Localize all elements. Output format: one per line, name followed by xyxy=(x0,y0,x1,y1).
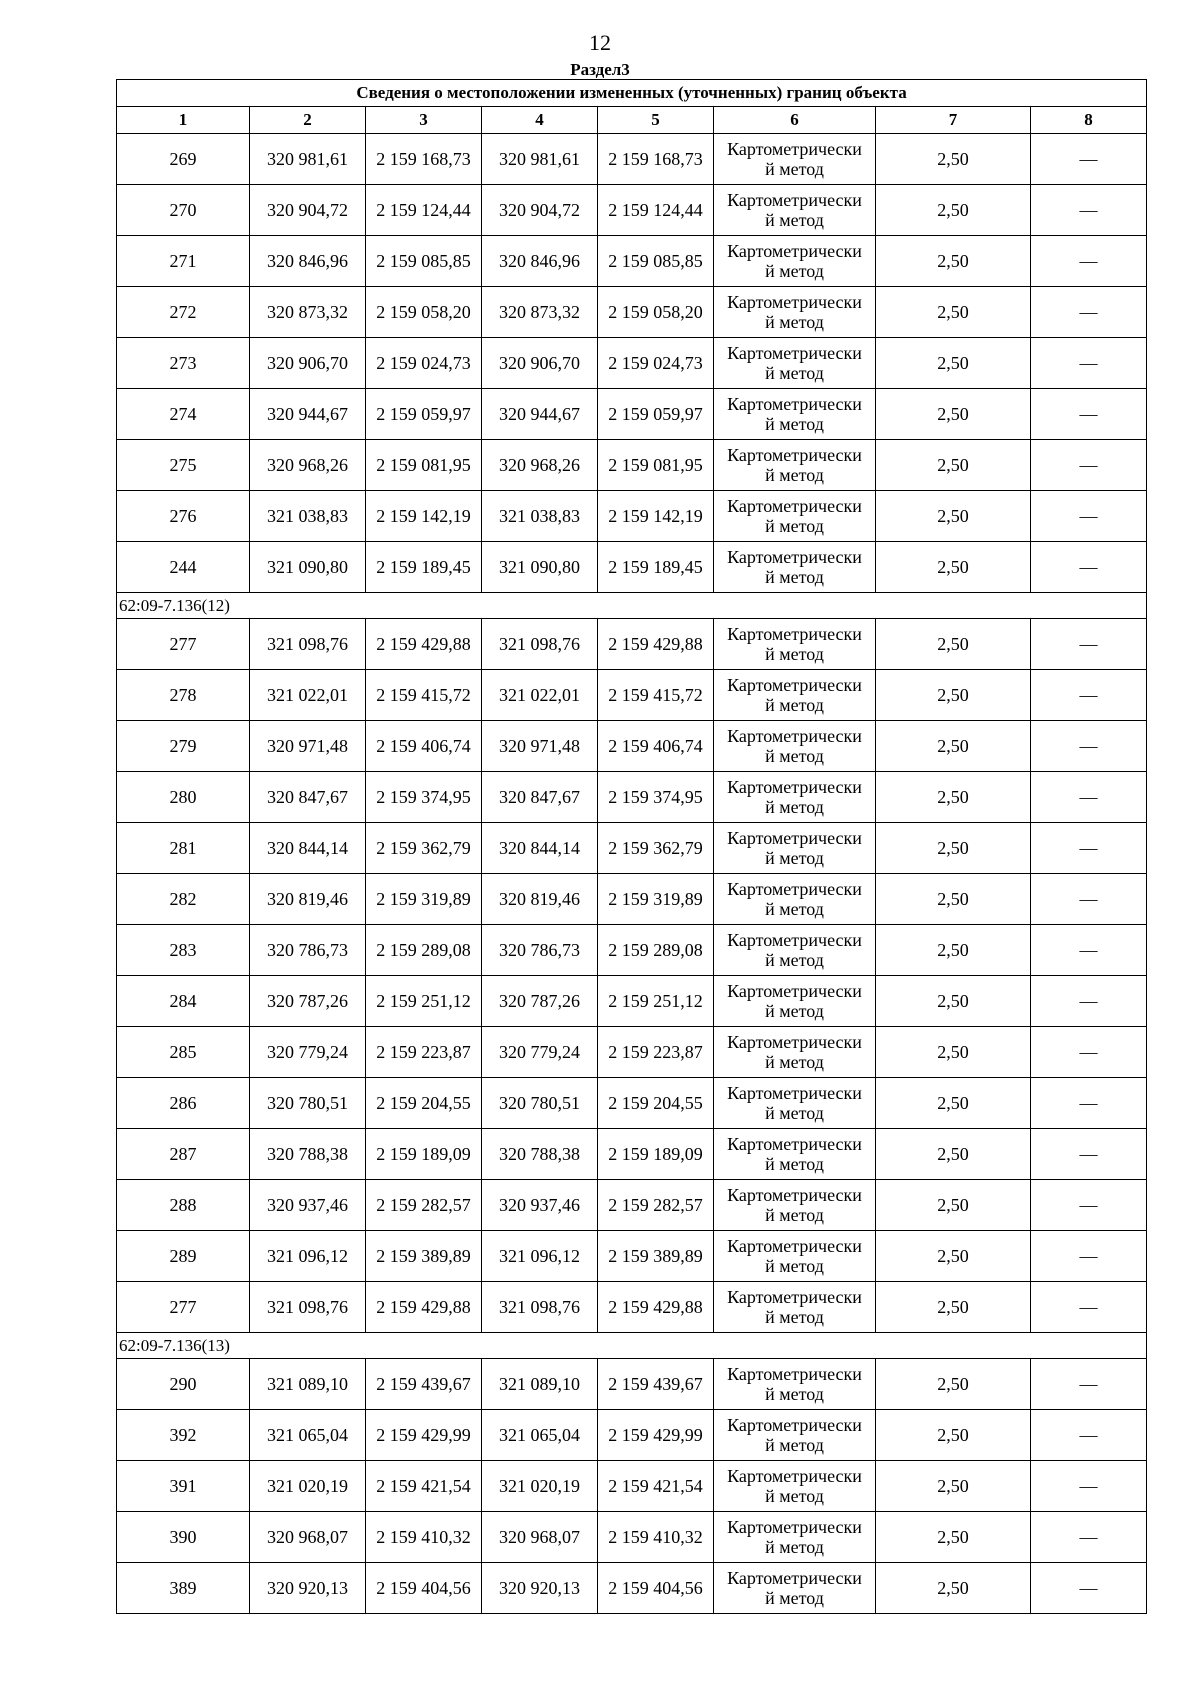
point-number-cell: 281 xyxy=(117,823,250,874)
x-old-cell: 320 780,51 xyxy=(250,1078,366,1129)
y-old-cell: 2 159 289,08 xyxy=(366,925,482,976)
point-number-cell: 269 xyxy=(117,134,250,185)
x-old-cell: 320 819,46 xyxy=(250,874,366,925)
y-new-cell: 2 159 289,08 xyxy=(598,925,714,976)
x-old-cell: 320 847,67 xyxy=(250,772,366,823)
y-new-cell: 2 159 415,72 xyxy=(598,670,714,721)
x-old-cell: 320 904,72 xyxy=(250,185,366,236)
accuracy-cell: 2,50 xyxy=(876,925,1031,976)
x-old-cell: 320 844,14 xyxy=(250,823,366,874)
table-row xyxy=(117,1231,1147,1282)
method-cell: Картометрически й метод xyxy=(714,1282,876,1333)
point-number-cell: 277 xyxy=(117,1282,250,1333)
y-old-cell: 2 159 189,45 xyxy=(366,542,482,593)
y-new-cell: 2 159 374,95 xyxy=(598,772,714,823)
method-cell: Картометрически й метод xyxy=(714,874,876,925)
point-number-cell: 283 xyxy=(117,925,250,976)
x-new-cell: 320 779,24 xyxy=(482,1027,598,1078)
y-new-cell: 2 159 168,73 xyxy=(598,134,714,185)
description-cell: — xyxy=(1031,1359,1147,1410)
point-number-cell: 271 xyxy=(117,236,250,287)
x-new-cell: 321 020,19 xyxy=(482,1461,598,1512)
table-row xyxy=(117,338,1147,389)
x-old-cell: 321 038,83 xyxy=(250,491,366,542)
accuracy-cell: 2,50 xyxy=(876,874,1031,925)
parcel-label: 62:09-7.136(12) xyxy=(117,593,1147,619)
table-row xyxy=(117,440,1147,491)
x-old-cell: 321 098,76 xyxy=(250,619,366,670)
y-old-cell: 2 159 081,95 xyxy=(366,440,482,491)
column-number: 5 xyxy=(598,107,714,134)
point-number-cell: 244 xyxy=(117,542,250,593)
point-number-cell: 288 xyxy=(117,1180,250,1231)
accuracy-cell: 2,50 xyxy=(876,1078,1031,1129)
y-old-cell: 2 159 142,19 xyxy=(366,491,482,542)
y-new-cell: 2 159 223,87 xyxy=(598,1027,714,1078)
boundary-table xyxy=(116,79,1147,1614)
x-new-cell: 321 090,80 xyxy=(482,542,598,593)
page-number: 12 xyxy=(589,30,611,55)
point-number-cell: 273 xyxy=(117,338,250,389)
y-new-cell: 2 159 410,32 xyxy=(598,1512,714,1563)
table-row xyxy=(117,1410,1147,1461)
x-old-cell: 320 788,38 xyxy=(250,1129,366,1180)
table-row xyxy=(117,185,1147,236)
accuracy-cell: 2,50 xyxy=(876,1129,1031,1180)
y-new-cell: 2 159 124,44 xyxy=(598,185,714,236)
method-cell: Картометрически й метод xyxy=(714,1180,876,1231)
method-cell: Картометрически й метод xyxy=(714,440,876,491)
y-old-cell: 2 159 124,44 xyxy=(366,185,482,236)
accuracy-cell: 2,50 xyxy=(876,134,1031,185)
x-old-cell: 321 089,10 xyxy=(250,1359,366,1410)
y-new-cell: 2 159 058,20 xyxy=(598,287,714,338)
y-new-cell: 2 159 421,54 xyxy=(598,1461,714,1512)
y-new-cell: 2 159 024,73 xyxy=(598,338,714,389)
x-new-cell: 320 819,46 xyxy=(482,874,598,925)
y-new-cell: 2 159 189,45 xyxy=(598,542,714,593)
table-row xyxy=(117,670,1147,721)
table-body xyxy=(117,80,1147,1614)
method-cell: Картометрически й метод xyxy=(714,925,876,976)
method-cell: Картометрически й метод xyxy=(714,1078,876,1129)
y-old-cell: 2 159 168,73 xyxy=(366,134,482,185)
y-old-cell: 2 159 058,20 xyxy=(366,287,482,338)
method-cell: Картометрически й метод xyxy=(714,1410,876,1461)
method-cell: Картометрически й метод xyxy=(714,670,876,721)
x-old-cell: 321 020,19 xyxy=(250,1461,366,1512)
table-row xyxy=(117,491,1147,542)
column-number: 7 xyxy=(876,107,1031,134)
x-new-cell: 320 968,07 xyxy=(482,1512,598,1563)
accuracy-cell: 2,50 xyxy=(876,772,1031,823)
x-new-cell: 320 873,32 xyxy=(482,287,598,338)
x-old-cell: 320 981,61 xyxy=(250,134,366,185)
y-new-cell: 2 159 319,89 xyxy=(598,874,714,925)
table-row xyxy=(117,1180,1147,1231)
x-old-cell: 320 787,26 xyxy=(250,976,366,1027)
table-row xyxy=(117,287,1147,338)
description-cell: — xyxy=(1031,338,1147,389)
point-number-cell: 270 xyxy=(117,185,250,236)
table-row xyxy=(117,542,1147,593)
accuracy-cell: 2,50 xyxy=(876,1512,1031,1563)
description-cell: — xyxy=(1031,491,1147,542)
description-cell: — xyxy=(1031,134,1147,185)
method-cell: Картометрически й метод xyxy=(714,338,876,389)
y-old-cell: 2 159 024,73 xyxy=(366,338,482,389)
y-old-cell: 2 159 421,54 xyxy=(366,1461,482,1512)
point-number-cell: 279 xyxy=(117,721,250,772)
point-number-cell: 391 xyxy=(117,1461,250,1512)
x-new-cell: 320 788,38 xyxy=(482,1129,598,1180)
y-new-cell: 2 159 059,97 xyxy=(598,389,714,440)
accuracy-cell: 2,50 xyxy=(876,389,1031,440)
point-number-cell: 286 xyxy=(117,1078,250,1129)
y-new-cell: 2 159 406,74 xyxy=(598,721,714,772)
description-cell: — xyxy=(1031,670,1147,721)
description-cell: — xyxy=(1031,1078,1147,1129)
x-old-cell: 320 779,24 xyxy=(250,1027,366,1078)
x-old-cell: 320 786,73 xyxy=(250,925,366,976)
accuracy-cell: 2,50 xyxy=(876,976,1031,1027)
section-title: Раздел3 xyxy=(570,60,630,79)
table-row xyxy=(117,389,1147,440)
column-number: 4 xyxy=(482,107,598,134)
description-cell: — xyxy=(1031,1231,1147,1282)
y-new-cell: 2 159 429,99 xyxy=(598,1410,714,1461)
table-row xyxy=(117,134,1147,185)
accuracy-cell: 2,50 xyxy=(876,721,1031,772)
x-new-cell: 321 038,83 xyxy=(482,491,598,542)
table-row xyxy=(117,823,1147,874)
table-row xyxy=(117,1282,1147,1333)
description-cell: — xyxy=(1031,542,1147,593)
column-number: 8 xyxy=(1031,107,1147,134)
method-cell: Картометрически й метод xyxy=(714,721,876,772)
x-old-cell: 321 065,04 xyxy=(250,1410,366,1461)
point-number-cell: 284 xyxy=(117,976,250,1027)
method-cell: Картометрически й метод xyxy=(714,1231,876,1282)
point-number-cell: 278 xyxy=(117,670,250,721)
description-cell: — xyxy=(1031,619,1147,670)
description-cell: — xyxy=(1031,1282,1147,1333)
x-new-cell: 320 944,67 xyxy=(482,389,598,440)
y-old-cell: 2 159 204,55 xyxy=(366,1078,482,1129)
table-row xyxy=(117,976,1147,1027)
description-cell: — xyxy=(1031,772,1147,823)
parcel-label: 62:09-7.136(13) xyxy=(117,1333,1147,1359)
x-new-cell: 321 096,12 xyxy=(482,1231,598,1282)
x-old-cell: 321 096,12 xyxy=(250,1231,366,1282)
method-cell: Картометрически й метод xyxy=(714,1129,876,1180)
method-cell: Картометрически й метод xyxy=(714,185,876,236)
method-cell: Картометрически й метод xyxy=(714,542,876,593)
method-cell: Картометрически й метод xyxy=(714,823,876,874)
accuracy-cell: 2,50 xyxy=(876,1180,1031,1231)
point-number-cell: 272 xyxy=(117,287,250,338)
point-number-cell: 282 xyxy=(117,874,250,925)
method-cell: Картометрически й метод xyxy=(714,1027,876,1078)
method-cell: Картометрически й метод xyxy=(714,491,876,542)
table-row xyxy=(117,236,1147,287)
description-cell: — xyxy=(1031,874,1147,925)
y-old-cell: 2 159 374,95 xyxy=(366,772,482,823)
x-old-cell: 320 873,32 xyxy=(250,287,366,338)
description-cell: — xyxy=(1031,1180,1147,1231)
table-row xyxy=(117,721,1147,772)
y-old-cell: 2 159 319,89 xyxy=(366,874,482,925)
x-new-cell: 320 904,72 xyxy=(482,185,598,236)
accuracy-cell: 2,50 xyxy=(876,619,1031,670)
y-old-cell: 2 159 439,67 xyxy=(366,1359,482,1410)
table-row xyxy=(117,1359,1147,1410)
table-row xyxy=(117,1512,1147,1563)
x-new-cell: 320 780,51 xyxy=(482,1078,598,1129)
y-new-cell: 2 159 081,95 xyxy=(598,440,714,491)
y-old-cell: 2 159 404,56 xyxy=(366,1563,482,1614)
y-old-cell: 2 159 410,32 xyxy=(366,1512,482,1563)
y-old-cell: 2 159 251,12 xyxy=(366,976,482,1027)
point-number-cell: 285 xyxy=(117,1027,250,1078)
method-cell: Картометрически й метод xyxy=(714,389,876,440)
accuracy-cell: 2,50 xyxy=(876,491,1031,542)
table-row xyxy=(117,1027,1147,1078)
x-old-cell: 321 022,01 xyxy=(250,670,366,721)
accuracy-cell: 2,50 xyxy=(876,236,1031,287)
description-cell: — xyxy=(1031,287,1147,338)
x-new-cell: 321 089,10 xyxy=(482,1359,598,1410)
y-old-cell: 2 159 189,09 xyxy=(366,1129,482,1180)
table-caption-row xyxy=(117,80,1147,107)
x-old-cell: 321 090,80 xyxy=(250,542,366,593)
method-cell: Картометрически й метод xyxy=(714,772,876,823)
accuracy-cell: 2,50 xyxy=(876,670,1031,721)
y-old-cell: 2 159 059,97 xyxy=(366,389,482,440)
description-cell: — xyxy=(1031,1512,1147,1563)
y-old-cell: 2 159 362,79 xyxy=(366,823,482,874)
y-new-cell: 2 159 142,19 xyxy=(598,491,714,542)
x-old-cell: 320 968,26 xyxy=(250,440,366,491)
accuracy-cell: 2,50 xyxy=(876,1027,1031,1078)
method-cell: Картометрически й метод xyxy=(714,1461,876,1512)
x-new-cell: 320 786,73 xyxy=(482,925,598,976)
point-number-cell: 276 xyxy=(117,491,250,542)
accuracy-cell: 2,50 xyxy=(876,823,1031,874)
point-number-cell: 280 xyxy=(117,772,250,823)
y-new-cell: 2 159 439,67 xyxy=(598,1359,714,1410)
y-new-cell: 2 159 429,88 xyxy=(598,619,714,670)
parcel-group-row xyxy=(117,1333,1147,1359)
y-new-cell: 2 159 362,79 xyxy=(598,823,714,874)
x-old-cell: 320 846,96 xyxy=(250,236,366,287)
method-cell: Картометрически й метод xyxy=(714,287,876,338)
column-number: 3 xyxy=(366,107,482,134)
y-new-cell: 2 159 189,09 xyxy=(598,1129,714,1180)
point-number-cell: 287 xyxy=(117,1129,250,1180)
y-new-cell: 2 159 204,55 xyxy=(598,1078,714,1129)
y-old-cell: 2 159 223,87 xyxy=(366,1027,482,1078)
accuracy-cell: 2,50 xyxy=(876,338,1031,389)
point-number-cell: 290 xyxy=(117,1359,250,1410)
description-cell: — xyxy=(1031,823,1147,874)
x-new-cell: 320 787,26 xyxy=(482,976,598,1027)
accuracy-cell: 2,50 xyxy=(876,1282,1031,1333)
x-new-cell: 320 847,67 xyxy=(482,772,598,823)
point-number-cell: 275 xyxy=(117,440,250,491)
y-new-cell: 2 159 251,12 xyxy=(598,976,714,1027)
table-row xyxy=(117,1461,1147,1512)
y-new-cell: 2 159 085,85 xyxy=(598,236,714,287)
x-old-cell: 320 968,07 xyxy=(250,1512,366,1563)
description-cell: — xyxy=(1031,1129,1147,1180)
x-new-cell: 321 065,04 xyxy=(482,1410,598,1461)
x-old-cell: 320 971,48 xyxy=(250,721,366,772)
x-new-cell: 320 971,48 xyxy=(482,721,598,772)
description-cell: — xyxy=(1031,1410,1147,1461)
column-number: 1 xyxy=(117,107,250,134)
description-cell: — xyxy=(1031,721,1147,772)
method-cell: Картометрически й метод xyxy=(714,134,876,185)
accuracy-cell: 2,50 xyxy=(876,1231,1031,1282)
y-old-cell: 2 159 282,57 xyxy=(366,1180,482,1231)
description-cell: — xyxy=(1031,976,1147,1027)
y-old-cell: 2 159 429,88 xyxy=(366,619,482,670)
table-row xyxy=(117,1129,1147,1180)
x-new-cell: 320 968,26 xyxy=(482,440,598,491)
x-old-cell: 320 937,46 xyxy=(250,1180,366,1231)
accuracy-cell: 2,50 xyxy=(876,1410,1031,1461)
accuracy-cell: 2,50 xyxy=(876,287,1031,338)
x-old-cell: 321 098,76 xyxy=(250,1282,366,1333)
accuracy-cell: 2,50 xyxy=(876,1461,1031,1512)
x-new-cell: 320 906,70 xyxy=(482,338,598,389)
y-old-cell: 2 159 429,99 xyxy=(366,1410,482,1461)
y-old-cell: 2 159 429,88 xyxy=(366,1282,482,1333)
x-new-cell: 320 981,61 xyxy=(482,134,598,185)
table-row xyxy=(117,925,1147,976)
method-cell: Картометрически й метод xyxy=(714,619,876,670)
y-old-cell: 2 159 415,72 xyxy=(366,670,482,721)
description-cell: — xyxy=(1031,1461,1147,1512)
x-new-cell: 321 098,76 xyxy=(482,619,598,670)
point-number-cell: 274 xyxy=(117,389,250,440)
column-number-row xyxy=(117,107,1147,134)
table-row xyxy=(117,1078,1147,1129)
description-cell: — xyxy=(1031,389,1147,440)
point-number-cell: 392 xyxy=(117,1410,250,1461)
x-old-cell: 320 920,13 xyxy=(250,1563,366,1614)
method-cell: Картометрически й метод xyxy=(714,976,876,1027)
table-row xyxy=(117,772,1147,823)
description-cell: — xyxy=(1031,925,1147,976)
method-cell: Картометрически й метод xyxy=(714,236,876,287)
accuracy-cell: 2,50 xyxy=(876,1359,1031,1410)
x-new-cell: 320 844,14 xyxy=(482,823,598,874)
x-new-cell: 321 022,01 xyxy=(482,670,598,721)
accuracy-cell: 2,50 xyxy=(876,185,1031,236)
description-cell: — xyxy=(1031,1563,1147,1614)
x-old-cell: 320 944,67 xyxy=(250,389,366,440)
point-number-cell: 389 xyxy=(117,1563,250,1614)
point-number-cell: 277 xyxy=(117,619,250,670)
x-new-cell: 321 098,76 xyxy=(482,1282,598,1333)
accuracy-cell: 2,50 xyxy=(876,542,1031,593)
table-row xyxy=(117,619,1147,670)
column-number: 6 xyxy=(714,107,876,134)
table-caption: Сведения о местоположении измененных (уточненных) границ объекта xyxy=(117,80,1147,107)
point-number-cell: 289 xyxy=(117,1231,250,1282)
y-old-cell: 2 159 406,74 xyxy=(366,721,482,772)
x-new-cell: 320 846,96 xyxy=(482,236,598,287)
table-row xyxy=(117,1563,1147,1614)
y-new-cell: 2 159 389,89 xyxy=(598,1231,714,1282)
description-cell: — xyxy=(1031,440,1147,491)
x-new-cell: 320 920,13 xyxy=(482,1563,598,1614)
accuracy-cell: 2,50 xyxy=(876,440,1031,491)
description-cell: — xyxy=(1031,1027,1147,1078)
parcel-group-row xyxy=(117,593,1147,619)
description-cell: — xyxy=(1031,236,1147,287)
point-number-cell: 390 xyxy=(117,1512,250,1563)
y-old-cell: 2 159 389,89 xyxy=(366,1231,482,1282)
column-number: 2 xyxy=(250,107,366,134)
x-new-cell: 320 937,46 xyxy=(482,1180,598,1231)
method-cell: Картометрически й метод xyxy=(714,1563,876,1614)
accuracy-cell: 2,50 xyxy=(876,1563,1031,1614)
y-old-cell: 2 159 085,85 xyxy=(366,236,482,287)
y-new-cell: 2 159 429,88 xyxy=(598,1282,714,1333)
description-cell: — xyxy=(1031,185,1147,236)
y-new-cell: 2 159 404,56 xyxy=(598,1563,714,1614)
method-cell: Картометрически й метод xyxy=(714,1512,876,1563)
y-new-cell: 2 159 282,57 xyxy=(598,1180,714,1231)
x-old-cell: 320 906,70 xyxy=(250,338,366,389)
table-row xyxy=(117,874,1147,925)
method-cell: Картометрически й метод xyxy=(714,1359,876,1410)
